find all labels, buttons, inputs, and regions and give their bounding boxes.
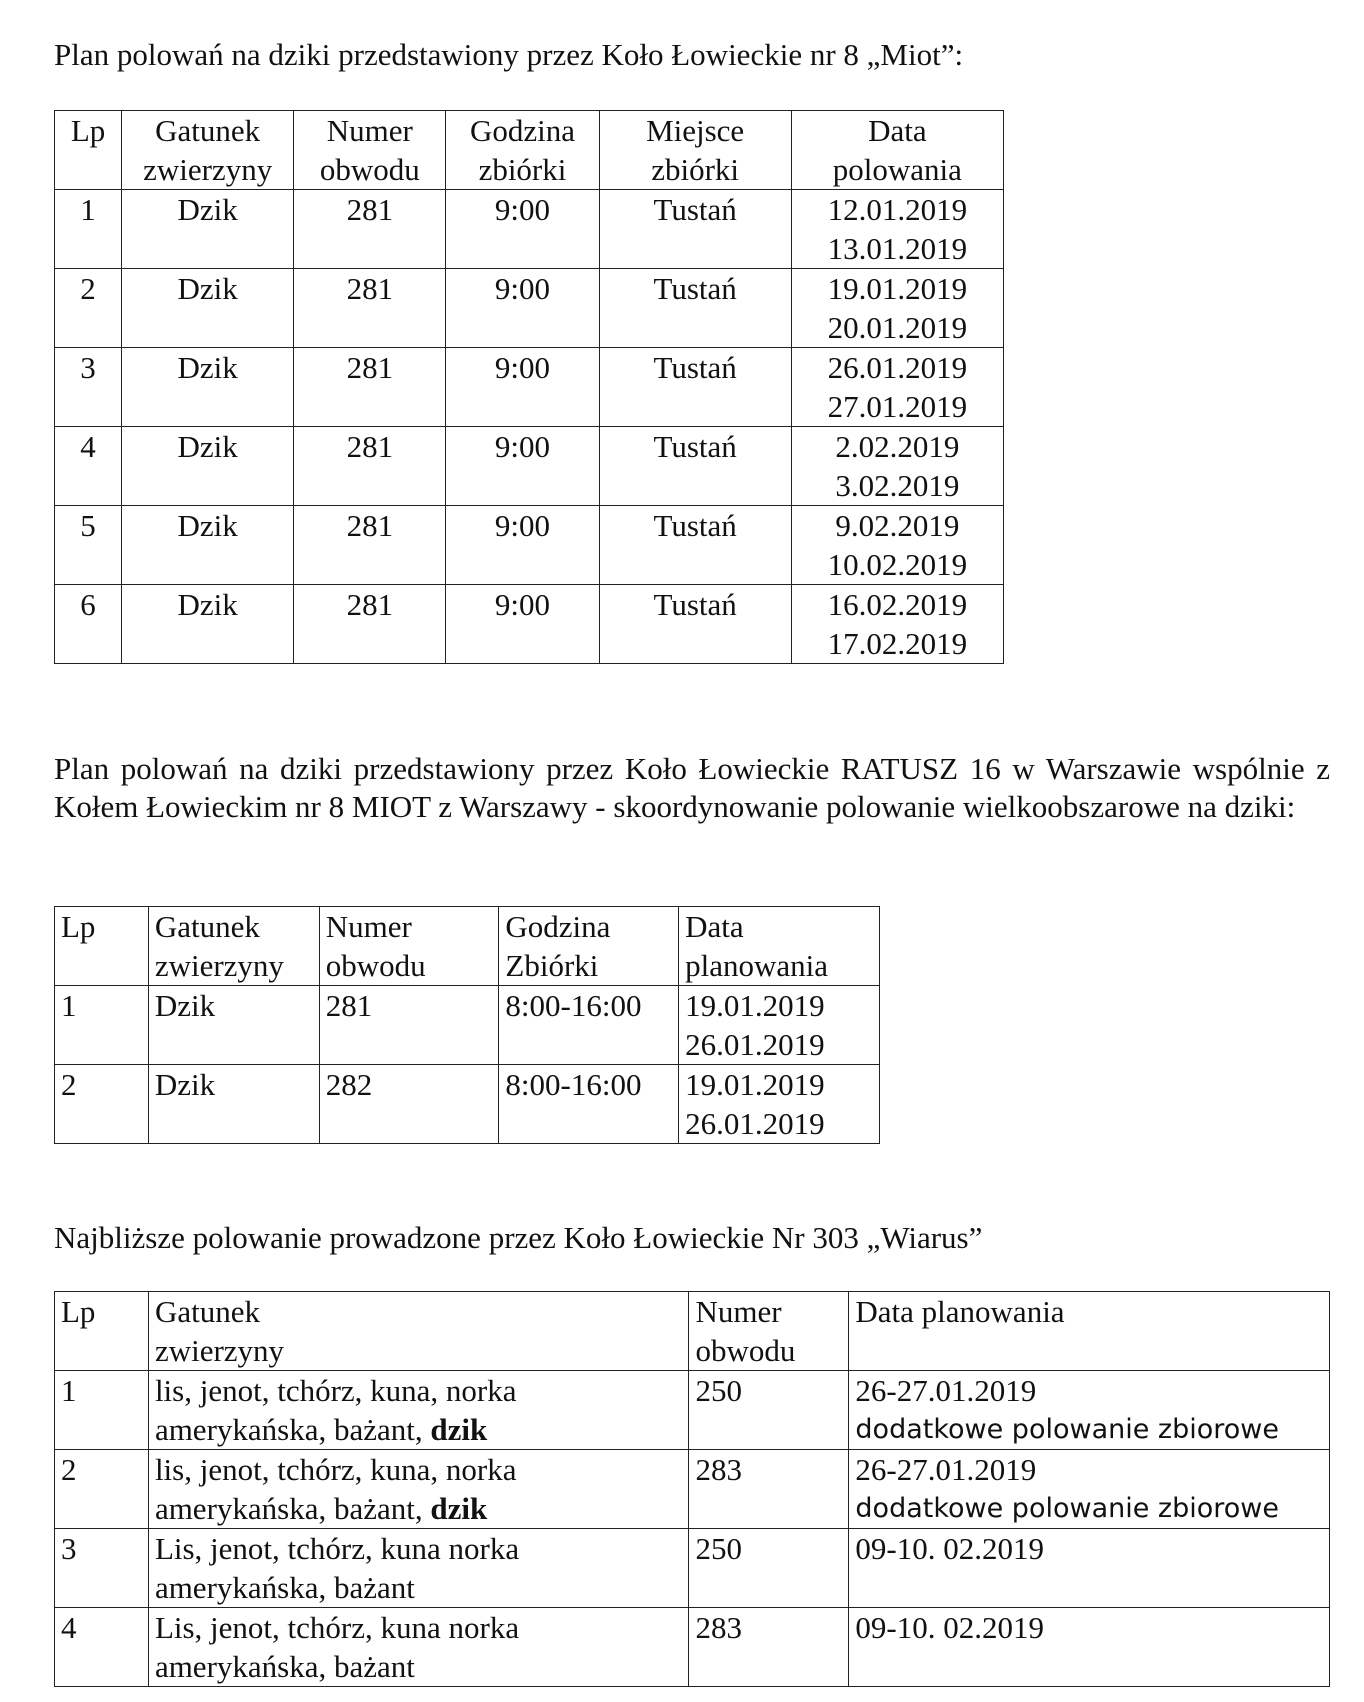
- header-time: Godzina zbiórki: [446, 111, 599, 190]
- cell-lp: 1: [55, 1371, 149, 1450]
- header-species: Gatunek zwierzyny: [148, 907, 319, 986]
- cell-district: 250: [689, 1529, 849, 1608]
- table-header-row: [55, 1292, 1330, 1371]
- date-note: dodatkowe polowanie zbiorowe: [855, 1414, 1279, 1445]
- cell-place: Tustań: [599, 348, 791, 427]
- table-row: [55, 190, 1004, 269]
- header-district: Numer obwodu: [294, 111, 446, 190]
- cell-district: 281: [294, 190, 446, 269]
- cell-time: 9:00: [446, 348, 599, 427]
- cell-species: [148, 1371, 689, 1450]
- cell-district: 281: [294, 348, 446, 427]
- cell-time: 9:00: [446, 585, 599, 664]
- cell-place: Tustań: [599, 506, 791, 585]
- cell-time: 8:00-16:00: [499, 1065, 679, 1144]
- cell-district: 282: [319, 1065, 499, 1144]
- table-header-row: [55, 111, 1004, 190]
- cell-lp: 4: [55, 427, 122, 506]
- cell-lp: 4: [55, 1608, 149, 1687]
- species-text: lis, jenot, tchórz, kuna, norka amerykańska, bażant,: [154, 1452, 517, 1526]
- cell-species: [148, 1450, 689, 1529]
- section1-heading: Plan polowań na dziki przedstawiony przez Koło Łowieckie nr 8 „Miot”:: [54, 37, 964, 72]
- header-date: Data polowania: [791, 111, 1003, 190]
- cell-time: 8:00-16:00: [499, 986, 679, 1065]
- section3-heading: Najbliższe polowanie prowadzone przez Koło Łowieckie Nr 303 „Wiarus”: [54, 1220, 983, 1255]
- cell-lp: 1: [55, 190, 122, 269]
- cell-species: Dzik: [122, 348, 294, 427]
- table-ratusz: [54, 906, 880, 1144]
- cell-lp: 6: [55, 585, 122, 664]
- cell-species: Dzik: [148, 1065, 319, 1144]
- table-row: [55, 348, 1004, 427]
- section2-heading: Plan polowań na dziki przedstawiony przez Koło Łowieckie RATUSZ 16 w Warszawie wspólnie z Kołem Łowieckim nr 8 MIOT z Warszawy - skoordynowanie polowanie wielkoobszarowe na dziki:: [54, 751, 1330, 824]
- date-text: 09-10. 02.2019: [855, 1531, 1044, 1566]
- species-text: Lis, jenot, tchórz, kuna norka amerykańska, bażant: [154, 1610, 520, 1684]
- species-text: Lis, jenot, tchórz, kuna norka amerykańska, bażant: [154, 1531, 520, 1605]
- header-date: Data planowania: [679, 907, 880, 986]
- cell-lp: 2: [55, 1065, 149, 1144]
- cell-species: [148, 1529, 689, 1608]
- cell-district: 281: [294, 427, 446, 506]
- cell-place: Tustań: [599, 190, 791, 269]
- header-place: Miejsce zbiórki: [599, 111, 791, 190]
- header-lp: Lp: [55, 1292, 149, 1371]
- cell-species: Dzik: [122, 269, 294, 348]
- species-bold: dzik: [430, 1412, 488, 1447]
- table-row: [55, 1450, 1330, 1529]
- cell-date: [849, 1529, 1330, 1608]
- cell-date: [849, 1371, 1330, 1450]
- date-text: 26-27.01.2019: [855, 1373, 1037, 1408]
- cell-place: Tustań: [599, 269, 791, 348]
- cell-lp: 2: [55, 269, 122, 348]
- date-text: 09-10. 02.2019: [855, 1610, 1044, 1645]
- header-district: Numer obwodu: [689, 1292, 849, 1371]
- cell-district: 250: [689, 1371, 849, 1450]
- cell-species: Dzik: [148, 986, 319, 1065]
- cell-lp: 1: [55, 986, 149, 1065]
- cell-species: Dzik: [122, 190, 294, 269]
- table-row: [55, 427, 1004, 506]
- table-wiarus: [54, 1291, 1330, 1687]
- cell-time: 9:00: [446, 506, 599, 585]
- table-row: [55, 986, 880, 1065]
- cell-district: 281: [319, 986, 499, 1065]
- cell-species: Dzik: [122, 506, 294, 585]
- cell-time: 9:00: [446, 427, 599, 506]
- table-row: [55, 506, 1004, 585]
- header-time: Godzina Zbiórki: [499, 907, 679, 986]
- cell-lp: 3: [55, 348, 122, 427]
- cell-dates: 2.02.2019 3.02.2019: [791, 427, 1003, 506]
- cell-lp: 5: [55, 506, 122, 585]
- cell-species: Dzik: [122, 427, 294, 506]
- header-lp: Lp: [55, 111, 122, 190]
- table-miot: [54, 110, 1004, 664]
- table-row: [55, 1065, 880, 1144]
- cell-species: Dzik: [122, 585, 294, 664]
- cell-dates: 16.02.2019 17.02.2019: [791, 585, 1003, 664]
- cell-lp: 3: [55, 1529, 149, 1608]
- cell-time: 9:00: [446, 269, 599, 348]
- header-date: Data planowania: [849, 1292, 1330, 1371]
- cell-dates: 19.01.2019 26.01.2019: [679, 1065, 880, 1144]
- cell-date: [849, 1608, 1330, 1687]
- cell-place: Tustań: [599, 427, 791, 506]
- table-row: [55, 585, 1004, 664]
- table-row: [55, 1529, 1330, 1608]
- cell-place: Tustań: [599, 585, 791, 664]
- cell-district: 283: [689, 1450, 849, 1529]
- cell-dates: 12.01.2019 13.01.2019: [791, 190, 1003, 269]
- cell-dates: 9.02.2019 10.02.2019: [791, 506, 1003, 585]
- cell-dates: 19.01.2019 26.01.2019: [679, 986, 880, 1065]
- table-row: [55, 1371, 1330, 1450]
- cell-district: 281: [294, 585, 446, 664]
- header-species: Gatunek zwierzyny: [122, 111, 294, 190]
- date-text: 26-27.01.2019: [855, 1452, 1037, 1487]
- cell-species: [148, 1608, 689, 1687]
- table-row: [55, 269, 1004, 348]
- cell-date: [849, 1450, 1330, 1529]
- date-note: dodatkowe polowanie zbiorowe: [855, 1493, 1279, 1524]
- cell-district: 283: [689, 1608, 849, 1687]
- species-bold: dzik: [430, 1491, 488, 1526]
- header-district: Numer obwodu: [319, 907, 499, 986]
- header-lp: Lp: [55, 907, 149, 986]
- table-row: [55, 1608, 1330, 1687]
- cell-time: 9:00: [446, 190, 599, 269]
- species-text: lis, jenot, tchórz, kuna, norka amerykańska, bażant,: [154, 1373, 517, 1447]
- cell-dates: 26.01.2019 27.01.2019: [791, 348, 1003, 427]
- table-header-row: [55, 907, 880, 986]
- cell-district: 281: [294, 506, 446, 585]
- cell-lp: 2: [55, 1450, 149, 1529]
- cell-district: 281: [294, 269, 446, 348]
- cell-dates: 19.01.2019 20.01.2019: [791, 269, 1003, 348]
- header-species: Gatunek zwierzyny: [148, 1292, 689, 1371]
